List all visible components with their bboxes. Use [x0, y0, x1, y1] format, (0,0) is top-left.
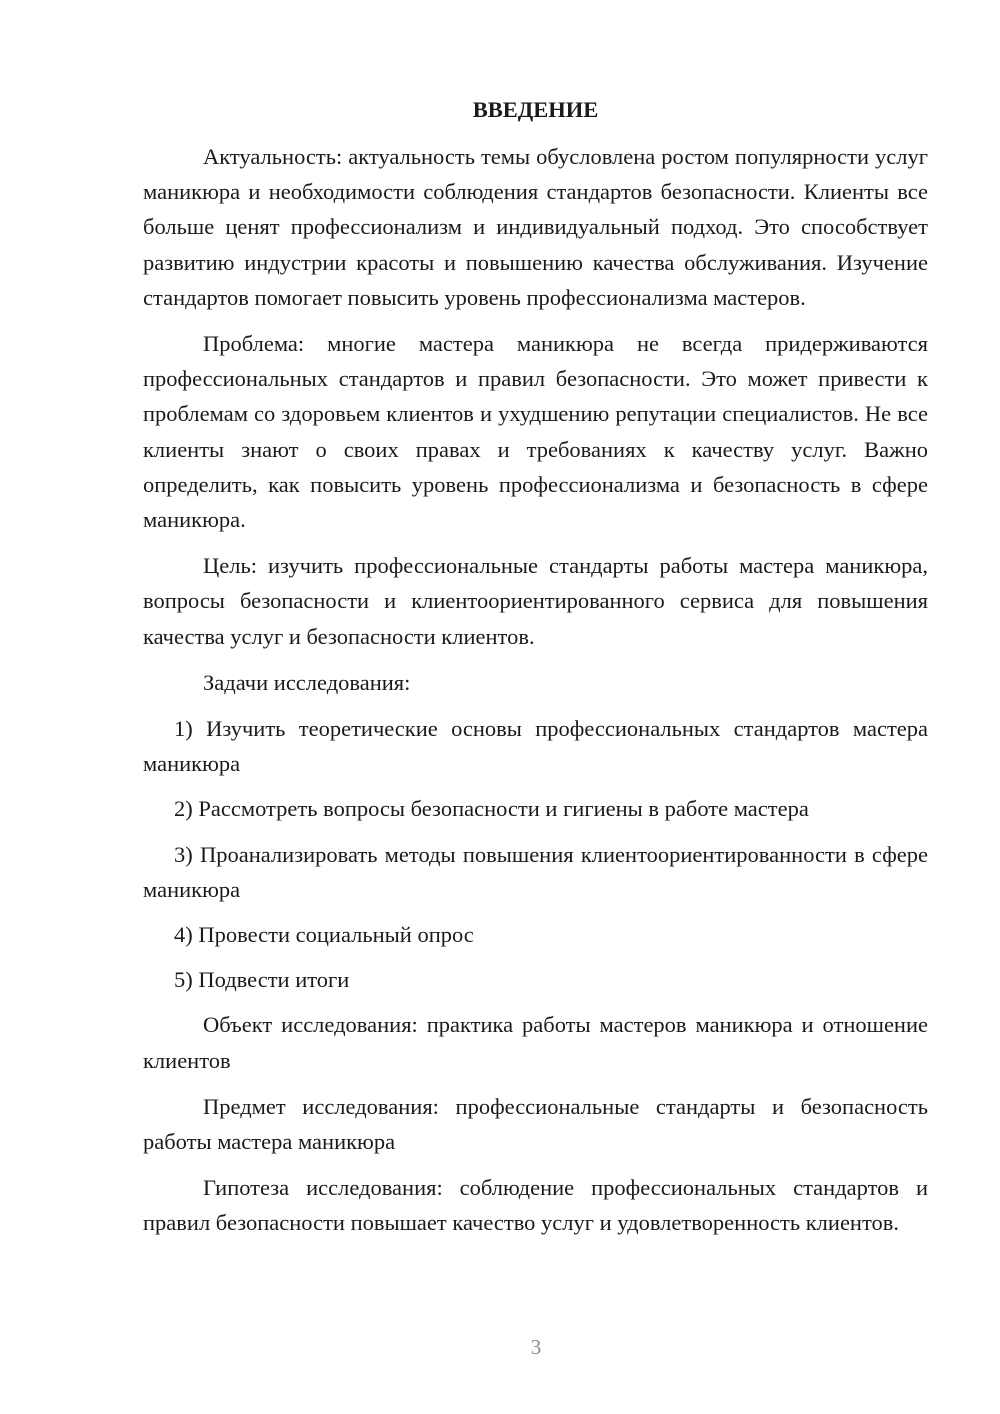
page-content — [143, 92, 928, 1252]
paragraph-goal: Цель: изучить профессиональные стандарты работы мастера маникюра, вопросы безопасности и клиентоориентированного сервиса для повышения качества услуг и безопасности клиентов. — [143, 553, 928, 649]
paragraph-relevance: Актуальность: актуальность темы обусловлена ростом популярности услуг маникюра и необходимости соблюдения стандартов безопасности. Клиенты все больше ценят профессионализм и индивидуальный подход. Это способствует развитию индустрии красоты и повышению качества обслуживания. Изучение стандартов помогает повысить уровень профессионализма мастеров. — [143, 144, 928, 310]
paragraph-problem: Проблема: многие мастера маникюра не всегда придерживаются профессиональных стандартов и правил безопасности. Это может привести к проблемам со здоровьем клиентов и ухудшению репутации специалистов. Не все клиенты знают о своих правах и требованиях к качеству услуг. Важно определить, как повысить уровень профессионализма и безопасность в сфере маникюра. — [143, 331, 928, 533]
list-item: 3) Проанализировать методы повышения клиентоориентированности в сфере маникюра — [143, 841, 928, 902]
tasks-list — [143, 711, 928, 997]
paragraph-object: Объект исследования: практика работы мастеров маникюра и отношение клиентов — [143, 1012, 928, 1073]
paragraph-subject: Предмет исследования: профессиональные стандарты и безопасность работы мастера маникюра — [143, 1093, 928, 1155]
list-item: 5) Подвести итоги — [174, 967, 350, 993]
list-item: 1) Изучить теоретические основы профессиональных стандартов мастера маникюра — [143, 716, 928, 777]
page-title: ВВЕДЕНИЕ — [472, 97, 599, 122]
list-item: 2) Рассмотреть вопросы безопасности и гигиены в работе мастера — [174, 796, 809, 822]
tasks-heading: Задачи исследования: — [203, 669, 411, 695]
paragraph-hypothesis: Гипотеза исследования: соблюдение профессиональных стандартов и правил безопасности повышает качество услуг и удовлетворенность клиентов. — [143, 1175, 928, 1236]
page-number: 3 — [530, 1335, 542, 1359]
list-item: 4) Провести социальный опрос — [174, 922, 474, 948]
